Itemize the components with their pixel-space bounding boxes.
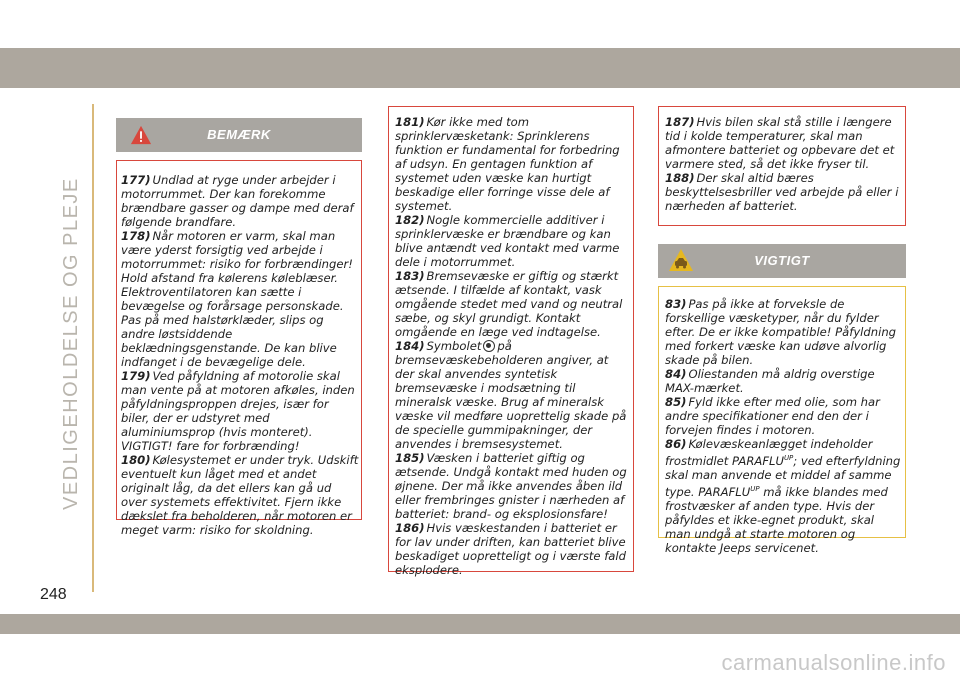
bottom-band [0,614,960,634]
list-item: 186) Hvis væskestanden i batteriet er for lav under driften, kan batteriet blive beskadiget uopretteligt og i værste fald eksplodere. [395,521,626,577]
list-item: 86) Kølevæskeanlægget indeholder frostmidlet $PARAFLU^{UP}$; ved efterfyldning skal man anvende et middel af samme type. $PARAFLU^{UP}$ må ikke blandes med frostvæsker af anden type. Hvis der påfyldes et ikke-egnet produkt, skal man undgå at starte motoren og kontakte Jeeps servicenet. [665,437,901,555]
top-band [0,48,960,88]
warning-box-header [116,118,362,152]
list-item: 179) Ved påfyldning af motorolie skal man vente på at motoren afkøles, inden påfyldningsproppen drejes, især for biler, der er udstyret med aluminiumsprop (hvis monteret). VIGTIGT! fare for forbrænding! [121,369,355,453]
list-item: 184) Symbolet på bremsevæskebeholderen angiver, at der skal anvendes syntetisk bremsevæske i modsætning til mineralsk væske. Brug af mineralsk væske vil medføre uoprettelig skade på de specielle gummipakninger, der anvendes i bremsesystemet. [395,339,627,451]
middle-box-text [395,115,631,577]
important-box [658,286,906,555]
warning-box [116,160,362,537]
battery-box-text [665,115,903,213]
watermark: carmanualsonline.info [721,650,946,675]
list-item: 181) Kør ikke med tom sprinklervæsketank: Sprinklerens funktion er fundamental for forbedring af udsyn. En gentagen funktion af systemet uden væske kan hurtigt beskadige eller forringe visse dele af systemet. [395,115,620,213]
middle-warning-box [388,106,634,577]
list-item: 85) Fyld ikke efter med olie, som har andre specifikationer end den der i forvejen findes i motoren. [665,395,880,437]
brake-fluid-symbol-icon [483,340,495,352]
list-item: 188) Der skal altid bæres beskyttelsesbriller ved arbejde på eller i nærheden af batteriet. [665,171,899,213]
list-item: 84) Oliestanden må aldrig overstige MAX-mærket. [665,367,875,395]
battery-warning-box [658,106,906,226]
section-side-title: VEDLIGEHOLDELSE OG PLEJE [60,177,82,511]
list-item: 183) Bremsevæske er giftig og stærkt ætsende. I tilfælde af kontakt, vask omgående stedet med vand og neutral sæbe, og skyl grundigt. Kontakt omgående en læge ved indtagelse. [395,269,623,339]
warning-box-title: BEMÆRK [207,127,271,142]
list-item: 187) Hvis bilen skal stå stille i længere tid i kolde temperaturer, skal man afmontere batteriet og opbevare det et varmere sted, så det ikke fryser til. [665,115,895,171]
list-item: 177) Undlad at ryge under arbejder i motorrummet. Der kan forekomme brændbare gasser og dampe med deraf følgende brandfare. [121,173,354,229]
page-number: 248 [40,586,67,603]
important-box-header [658,244,906,278]
list-item: 178) Når motoren er varm, skal man være yderst forsigtig ved arbejde i motorrummet: risiko for forbrændinger! Hold afstand fra kølerens køleblæser. Elektroventilatoren kan sætte i bevægelse og forårsage personskade. Pas på med halstørklæder, slips og andre løstsiddende beklædningsgenstande. De kan blive indfanget i de bevægelige dele. [121,229,353,369]
important-box-text [665,297,903,555]
list-item: 180) Kølesystemet er under tryk. Udskift eventuelt kun låget med et andet originalt låg, da det ellers kan gå ud over systemets effektivitet. Fjern ikke dækslet fra beholderen, når motoren er meget varm: risiko for skoldning. [121,453,359,537]
important-box-title: VIGTIGT [754,253,810,268]
warning-box-text [121,173,359,537]
list-item: 83) Pas på ikke at forveksle de forskellige væsketyper, når du fylder efter. De er ikke kompatible! Påfyldning med forkert væske kan udøve alvorlig skade på bilen. [665,297,897,367]
side-divider-line [92,104,94,592]
list-item: 182) Nogle kommercielle additiver i sprinklervæske er brændbare og kan blive antændt ved kontakt med varme dele i motorrummet. [395,213,620,269]
list-item: 185) Væsken i batteriet giftig og ætsende. Undgå kontakt med huden og øjnene. Der må ikke anvendes åben ild eller frembringes gnister i nærheden af batteriet: brand- og eksplosionsfare! [395,451,627,521]
